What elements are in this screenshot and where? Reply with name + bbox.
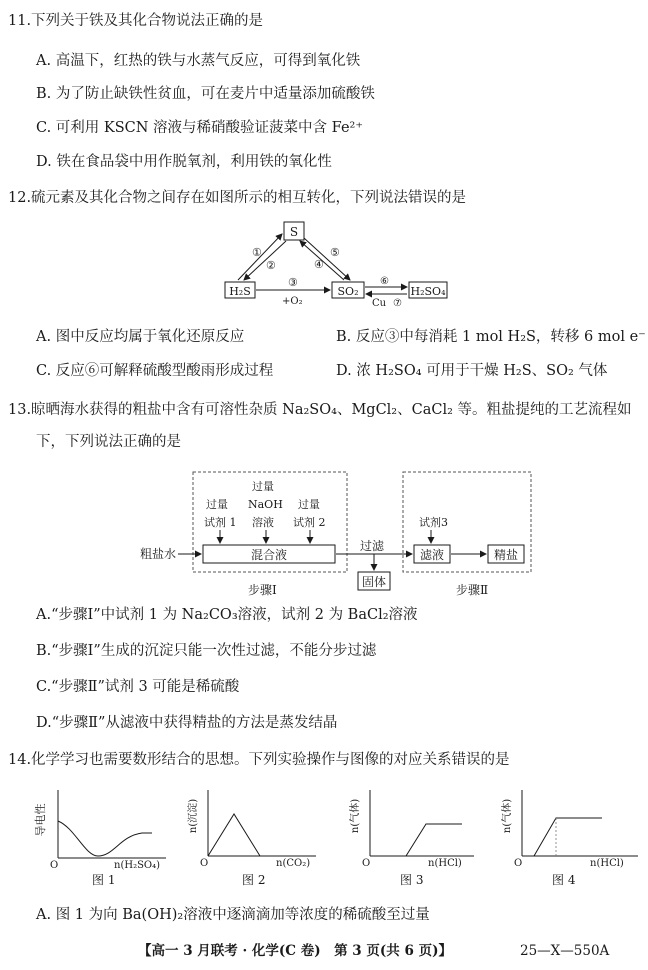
graph-2-origin: O <box>200 858 209 869</box>
graph-4 <box>490 786 642 891</box>
o2-label: +O₂ <box>282 296 303 307</box>
graph-2 <box>182 786 322 891</box>
graph-4-line <box>534 818 602 856</box>
reaction-5-label: ⑤ <box>330 246 340 259</box>
q11-option-a: A. 高温下，红热的铁与水蒸气反应，可得到氧化铁 <box>36 53 361 69</box>
filtrate-label: 滤液 <box>419 548 445 562</box>
graph-1 <box>30 786 170 891</box>
q13-stem-line2: 下，下列说法正确的是 <box>36 434 181 450</box>
node-s-label: S <box>289 225 299 239</box>
q14-option-a: A. 图 1 为向 Ba(OH)₂溶液中逐滴滴加等浓度的稀硫酸至过量 <box>36 907 430 923</box>
reagent2-line3: 溶液 <box>252 516 274 529</box>
mix-label: 混合液 <box>250 548 288 562</box>
graph-1-ylabel: 导电性 <box>34 803 47 837</box>
reaction-7-label: ⑦ <box>393 298 402 309</box>
reagent4-label: 试剂3 <box>419 516 448 529</box>
q11-option-c: C. 可利用 KSCN 溶液与稀硝酸验证菠菜中含 Fe²⁺ <box>36 120 363 136</box>
graph-3-line <box>406 824 462 856</box>
graph-2-caption: 图 2 <box>242 873 266 887</box>
q11-option-d: D. 铁在食品袋中用作脱氧剂，利用铁的氧化性 <box>36 154 332 170</box>
node-h2s-label: H₂S <box>229 285 251 298</box>
reaction-3-label: ③ <box>288 276 298 289</box>
reaction-6-label: ⑥ <box>380 276 389 287</box>
graph-3-caption: 图 3 <box>400 873 424 887</box>
product-label: 精盐 <box>493 548 519 562</box>
step1-caption: 步骤Ⅰ <box>248 583 277 597</box>
node-so2-label: SO₂ <box>337 285 359 298</box>
q13-option-a: A.“步骤Ⅰ”中试剂 1 为 Na₂CO₃溶液，试剂 2 为 BaCl₂溶液 <box>36 607 418 623</box>
reagent3-line2: 试剂 2 <box>293 516 326 529</box>
input-label: 粗盐水 <box>140 547 177 561</box>
reaction-4-label: ④ <box>314 258 324 271</box>
graph-4-caption: 图 4 <box>552 873 576 887</box>
graph-1-caption: 图 1 <box>92 873 116 887</box>
sulfur-conversion-diagram <box>200 212 460 312</box>
q14-stem: 14.化学学习也需要数形结合的思想。下列实验操作与图像的对应关系错误的是 <box>8 752 510 768</box>
step2-caption: 步骤Ⅱ <box>456 583 489 597</box>
graph-4-origin: O <box>514 858 523 869</box>
reagent1-line1: 过量 <box>206 498 228 511</box>
graph-2-line <box>208 814 260 856</box>
graph-2-xlabel: n(CO₂) <box>276 858 311 869</box>
graph-1-curve <box>58 821 152 856</box>
q12-option-a: A. 图中反应均属于氧化还原反应 <box>36 329 245 345</box>
solid-label: 固体 <box>361 575 387 589</box>
q13-option-c: C.“步骤Ⅱ”试剂 3 可能是稀硫酸 <box>36 679 240 695</box>
graph-3-xlabel: n(HCl) <box>428 858 462 869</box>
graph-1-origin: O <box>50 860 59 871</box>
reagent3-line1: 过量 <box>298 498 320 511</box>
q12-option-c: C. 反应⑥可解释硫酸型酸雨形成过程 <box>36 363 274 379</box>
reagent2-line1: 过量 <box>252 480 274 493</box>
q12-stem: 12.硫元素及其化合物之间存在如图所示的相互转化，下列说法错误的是 <box>8 190 467 206</box>
q13-stem-line1: 13.晾晒海水获得的粗盐中含有可溶性杂质 Na₂SO₄、MgCl₂、CaCl₂ 等。粗盐提纯的工艺流程如 <box>8 402 632 418</box>
reaction-1-label: ① <box>252 246 262 259</box>
q13-option-b: B.“步骤Ⅰ”生成的沉淀只能一次性过滤，不能分步过滤 <box>36 643 377 659</box>
footer-code: 25—X—550A <box>520 943 610 959</box>
graph-3-ylabel: n(气体) <box>350 798 361 834</box>
reaction-2-label: ② <box>266 259 276 272</box>
graph-3-origin: O <box>362 858 371 869</box>
graph-2-ylabel: n(沉淀) <box>188 798 199 834</box>
q11-stem: 11.下列关于铁及其化合物说法正确的是 <box>8 13 264 29</box>
q13-option-d: D.“步骤Ⅱ”从滤液中获得精盐的方法是蒸发结晶 <box>36 715 338 731</box>
q12-option-d: D. 浓 H₂SO₄ 可用于干燥 H₂S、SO₂ 气体 <box>336 363 608 379</box>
footer-exam-info: 【高一 3 月联考 · 化学(C 卷) 第 3 页(共 6 页)】 <box>138 943 452 959</box>
graph-3 <box>338 786 478 891</box>
reagent1-line2: 试剂 1 <box>204 516 237 529</box>
q12-option-b: B. 反应③中每消耗 1 mol H₂S，转移 6 mol e⁻ <box>336 329 646 345</box>
filter-label: 过滤 <box>360 539 385 553</box>
salt-purification-flowchart <box>138 466 538 606</box>
q11-option-b: B. 为了防止缺铁性贫血，可在麦片中适量添加硫酸铁 <box>36 86 375 102</box>
graph-4-ylabel: n(气体) <box>502 798 513 834</box>
reagent2-line2: NaOH <box>248 498 283 511</box>
graph-1-xlabel: n(H₂SO₄) <box>114 860 161 871</box>
node-h2so4-label: H₂SO₄ <box>410 285 446 298</box>
cu-label: Cu <box>372 298 387 309</box>
graph-4-xlabel: n(HCl) <box>590 858 624 869</box>
